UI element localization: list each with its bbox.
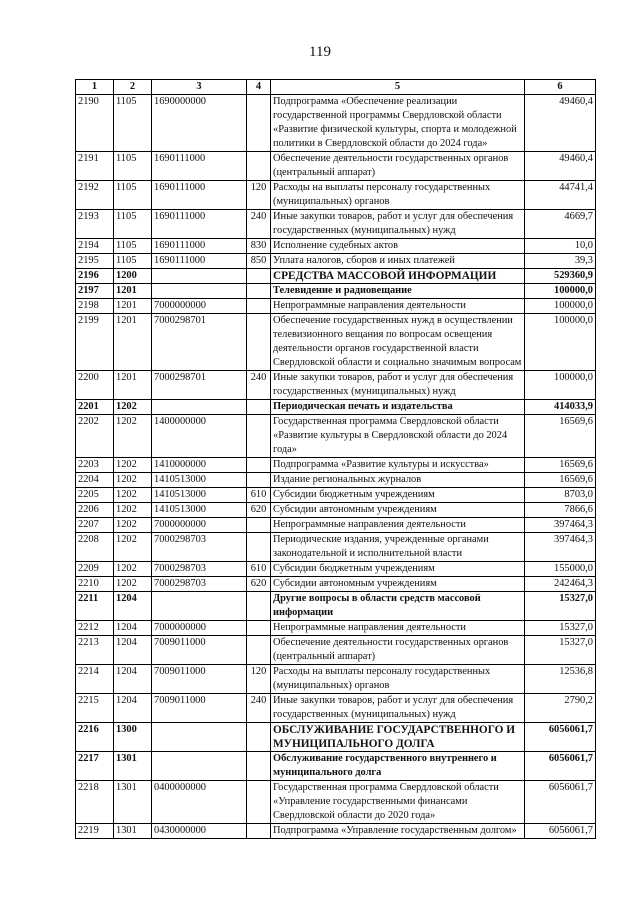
expense-type-code-cell xyxy=(247,824,271,839)
table-row xyxy=(76,824,596,839)
target-article-code-cell: 7000298703 xyxy=(152,533,247,562)
row-number-cell: 2196 xyxy=(76,269,114,284)
expense-type-code-cell: 830 xyxy=(247,239,271,254)
table-row xyxy=(76,518,596,533)
section-code-cell: 1301 xyxy=(114,824,152,839)
amount-cell: 100000,0 xyxy=(525,314,596,371)
amount-cell: 49460,4 xyxy=(525,95,596,152)
item-name-cell: Подпрограмма «Обеспечение реализации государственной программы Свердловской области «Развитие физической культуры, спорта и молодежной политики в Свердловской области до 2024 года» xyxy=(271,95,525,152)
row-number-cell: 2192 xyxy=(76,181,114,210)
row-number-cell: 2207 xyxy=(76,518,114,533)
section-code-cell: 1201 xyxy=(114,299,152,314)
section-code-cell: 1202 xyxy=(114,533,152,562)
section-code-cell: 1301 xyxy=(114,752,152,781)
target-article-code-cell: 7000000000 xyxy=(152,518,247,533)
table-row xyxy=(76,152,596,181)
row-number-cell: 2198 xyxy=(76,299,114,314)
amount-cell: 6056061,7 xyxy=(525,781,596,824)
section-code-cell: 1202 xyxy=(114,562,152,577)
table-row xyxy=(76,592,596,621)
table-row xyxy=(76,781,596,824)
item-name-cell: Подпрограмма «Развитие культуры и искусства» xyxy=(271,458,525,473)
amount-cell: 2790,2 xyxy=(525,694,596,723)
section-code-cell: 1202 xyxy=(114,400,152,415)
expense-type-code-cell xyxy=(247,752,271,781)
section-code-cell: 1200 xyxy=(114,269,152,284)
row-number-cell: 2205 xyxy=(76,488,114,503)
table-row xyxy=(76,458,596,473)
target-article-code-cell xyxy=(152,723,247,752)
item-name-cell: Периодические издания, учрежденные органами законодательной и исполнительной власти xyxy=(271,533,525,562)
item-name-cell: СРЕДСТВА МАССОВОЙ ИНФОРМАЦИИ xyxy=(271,269,525,284)
amount-cell: 10,0 xyxy=(525,239,596,254)
expense-type-code-cell xyxy=(247,400,271,415)
amount-cell: 397464,3 xyxy=(525,533,596,562)
table-row xyxy=(76,415,596,458)
table-row xyxy=(76,299,596,314)
section-code-cell: 1204 xyxy=(114,621,152,636)
expense-type-code-cell xyxy=(247,415,271,458)
target-article-code-cell: 7000298703 xyxy=(152,577,247,592)
expense-type-code-cell xyxy=(247,95,271,152)
target-article-code-cell: 7009011000 xyxy=(152,665,247,694)
target-article-code-cell: 1400000000 xyxy=(152,415,247,458)
table-row xyxy=(76,473,596,488)
amount-cell: 155000,0 xyxy=(525,562,596,577)
amount-cell: 6056061,7 xyxy=(525,723,596,752)
amount-cell: 397464,3 xyxy=(525,518,596,533)
amount-cell: 529360,9 xyxy=(525,269,596,284)
expense-type-code-cell: 620 xyxy=(247,503,271,518)
row-number-cell: 2200 xyxy=(76,371,114,400)
amount-cell: 16569,6 xyxy=(525,415,596,458)
table-row xyxy=(76,400,596,415)
amount-cell: 100000,0 xyxy=(525,299,596,314)
expense-type-code-cell xyxy=(247,518,271,533)
expense-type-code-cell xyxy=(247,152,271,181)
row-number-cell: 2191 xyxy=(76,152,114,181)
header-col-4: 4 xyxy=(247,80,271,95)
target-article-code-cell: 1690111000 xyxy=(152,239,247,254)
target-article-code-cell: 1690000000 xyxy=(152,95,247,152)
expense-type-code-cell xyxy=(247,636,271,665)
section-code-cell: 1204 xyxy=(114,665,152,694)
expense-type-code-cell: 240 xyxy=(247,694,271,723)
target-article-code-cell: 1410513000 xyxy=(152,488,247,503)
expense-type-code-cell xyxy=(247,592,271,621)
expense-type-code-cell xyxy=(247,314,271,371)
item-name-cell: Непрограммные направления деятельности xyxy=(271,518,525,533)
section-code-cell: 1202 xyxy=(114,503,152,518)
target-article-code-cell: 7000000000 xyxy=(152,621,247,636)
section-code-cell: 1202 xyxy=(114,577,152,592)
target-article-code-cell: 1410000000 xyxy=(152,458,247,473)
table-row xyxy=(76,239,596,254)
table-row xyxy=(76,488,596,503)
row-number-cell: 2218 xyxy=(76,781,114,824)
section-code-cell: 1204 xyxy=(114,694,152,723)
item-name-cell: ОБСЛУЖИВАНИЕ ГОСУДАРСТВЕННОГО И МУНИЦИПАЛЬНОГО ДОЛГА xyxy=(271,723,525,752)
item-name-cell: Субсидии бюджетным учреждениям xyxy=(271,488,525,503)
amount-cell: 16569,6 xyxy=(525,458,596,473)
amount-cell: 414033,9 xyxy=(525,400,596,415)
item-name-cell: Государственная программа Свердловской области «Развитие культуры в Свердловской области до 2024 года» xyxy=(271,415,525,458)
target-article-code-cell xyxy=(152,592,247,621)
row-number-cell: 2209 xyxy=(76,562,114,577)
row-number-cell: 2206 xyxy=(76,503,114,518)
expense-type-code-cell: 610 xyxy=(247,488,271,503)
expense-type-code-cell xyxy=(247,533,271,562)
table-row xyxy=(76,562,596,577)
section-code-cell: 1105 xyxy=(114,210,152,239)
item-name-cell: Расходы на выплаты персоналу государственных (муниципальных) органов xyxy=(271,665,525,694)
row-number-cell: 2219 xyxy=(76,824,114,839)
section-code-cell: 1204 xyxy=(114,592,152,621)
item-name-cell: Уплата налогов, сборов и иных платежей xyxy=(271,254,525,269)
item-name-cell: Телевидение и радиовещание xyxy=(271,284,525,299)
target-article-code-cell: 7009011000 xyxy=(152,694,247,723)
expense-type-code-cell: 240 xyxy=(247,371,271,400)
target-article-code-cell: 1690111000 xyxy=(152,210,247,239)
row-number-cell: 2199 xyxy=(76,314,114,371)
expense-type-code-cell xyxy=(247,621,271,636)
item-name-cell: Иные закупки товаров, работ и услуг для обеспечения государственных (муниципальных) нужд xyxy=(271,371,525,400)
header-col-6: 6 xyxy=(525,80,596,95)
target-article-code-cell: 1410513000 xyxy=(152,473,247,488)
section-code-cell: 1202 xyxy=(114,458,152,473)
table-row xyxy=(76,269,596,284)
section-code-cell: 1202 xyxy=(114,518,152,533)
table-row xyxy=(76,665,596,694)
row-number-cell: 2194 xyxy=(76,239,114,254)
section-code-cell: 1105 xyxy=(114,95,152,152)
item-name-cell: Субсидии автономным учреждениям xyxy=(271,577,525,592)
item-name-cell: Подпрограмма «Управление государственным долгом» xyxy=(271,824,525,839)
target-article-code-cell: 1690111000 xyxy=(152,152,247,181)
page-number: 119 xyxy=(309,44,331,60)
row-number-cell: 2193 xyxy=(76,210,114,239)
row-number-cell: 2210 xyxy=(76,577,114,592)
amount-cell: 12536,8 xyxy=(525,665,596,694)
amount-cell: 49460,4 xyxy=(525,152,596,181)
amount-cell: 7866,6 xyxy=(525,503,596,518)
amount-cell: 16569,6 xyxy=(525,473,596,488)
amount-cell: 4669,7 xyxy=(525,210,596,239)
row-number-cell: 2211 xyxy=(76,592,114,621)
table-body xyxy=(76,95,596,839)
table-row xyxy=(76,694,596,723)
amount-cell: 44741,4 xyxy=(525,181,596,210)
amount-cell: 15327,0 xyxy=(525,621,596,636)
section-code-cell: 1201 xyxy=(114,314,152,371)
amount-cell: 8703,0 xyxy=(525,488,596,503)
item-name-cell: Обеспечение деятельности государственных органов (центральный аппарат) xyxy=(271,636,525,665)
amount-cell: 39,3 xyxy=(525,254,596,269)
header-col-5: 5 xyxy=(271,80,525,95)
section-code-cell: 1105 xyxy=(114,181,152,210)
header-col-3: 3 xyxy=(152,80,247,95)
row-number-cell: 2214 xyxy=(76,665,114,694)
header-col-1: 1 xyxy=(76,80,114,95)
amount-cell: 15327,0 xyxy=(525,592,596,621)
table-row xyxy=(76,533,596,562)
table-row xyxy=(76,314,596,371)
target-article-code-cell: 1690111000 xyxy=(152,254,247,269)
item-name-cell: Другие вопросы в области средств массовой информации xyxy=(271,592,525,621)
section-code-cell: 1105 xyxy=(114,152,152,181)
expense-type-code-cell xyxy=(247,781,271,824)
amount-cell: 100000,0 xyxy=(525,371,596,400)
expense-type-code-cell: 240 xyxy=(247,210,271,239)
amount-cell: 100000,0 xyxy=(525,284,596,299)
section-code-cell: 1204 xyxy=(114,636,152,665)
table-row xyxy=(76,181,596,210)
item-name-cell: Издание региональных журналов xyxy=(271,473,525,488)
table-row xyxy=(76,95,596,152)
target-article-code-cell: 0430000000 xyxy=(152,824,247,839)
table-row xyxy=(76,723,596,752)
section-code-cell: 1105 xyxy=(114,254,152,269)
row-number-cell: 2190 xyxy=(76,95,114,152)
item-name-cell: Непрограммные направления деятельности xyxy=(271,621,525,636)
section-code-cell: 1201 xyxy=(114,371,152,400)
header-col-2: 2 xyxy=(114,80,152,95)
row-number-cell: 2204 xyxy=(76,473,114,488)
section-code-cell: 1202 xyxy=(114,473,152,488)
section-code-cell: 1105 xyxy=(114,239,152,254)
row-number-cell: 2195 xyxy=(76,254,114,269)
target-article-code-cell: 7009011000 xyxy=(152,636,247,665)
row-number-cell: 2201 xyxy=(76,400,114,415)
item-name-cell: Периодическая печать и издательства xyxy=(271,400,525,415)
expense-type-code-cell xyxy=(247,723,271,752)
item-name-cell: Иные закупки товаров, работ и услуг для обеспечения государственных (муниципальных) нужд xyxy=(271,694,525,723)
row-number-cell: 2217 xyxy=(76,752,114,781)
target-article-code-cell xyxy=(152,752,247,781)
target-article-code-cell: 7000000000 xyxy=(152,299,247,314)
item-name-cell: Обслуживание государственного внутреннего и муниципального долга xyxy=(271,752,525,781)
expense-type-code-cell xyxy=(247,458,271,473)
table-row xyxy=(76,254,596,269)
expense-type-code-cell xyxy=(247,473,271,488)
table-row xyxy=(76,752,596,781)
row-number-cell: 2212 xyxy=(76,621,114,636)
target-article-code-cell: 1690111000 xyxy=(152,181,247,210)
section-code-cell: 1202 xyxy=(114,488,152,503)
target-article-code-cell xyxy=(152,284,247,299)
target-article-code-cell xyxy=(152,400,247,415)
row-number-cell: 2216 xyxy=(76,723,114,752)
target-article-code-cell: 0400000000 xyxy=(152,781,247,824)
item-name-cell: Непрограммные направления деятельности xyxy=(271,299,525,314)
table-row xyxy=(76,636,596,665)
expense-type-code-cell: 120 xyxy=(247,665,271,694)
item-name-cell: Исполнение судебных актов xyxy=(271,239,525,254)
row-number-cell: 2215 xyxy=(76,694,114,723)
item-name-cell: Расходы на выплаты персоналу государственных (муниципальных) органов xyxy=(271,181,525,210)
row-number-cell: 2197 xyxy=(76,284,114,299)
table-header-row xyxy=(76,80,596,95)
table-row xyxy=(76,577,596,592)
section-code-cell: 1300 xyxy=(114,723,152,752)
table-row xyxy=(76,503,596,518)
expense-type-code-cell: 610 xyxy=(247,562,271,577)
item-name-cell: Обеспечение государственных нужд в осуществлении телевизионного вещания по вопросам освещения деятельности органов государственной власти Свердловской области и социально значимым вопросам xyxy=(271,314,525,371)
item-name-cell: Государственная программа Свердловской области «Управление государственными финансами Свердловской области до 2020 года» xyxy=(271,781,525,824)
expense-type-code-cell: 120 xyxy=(247,181,271,210)
table-row xyxy=(76,621,596,636)
item-name-cell: Субсидии бюджетным учреждениям xyxy=(271,562,525,577)
target-article-code-cell: 7000298701 xyxy=(152,371,247,400)
table-row xyxy=(76,210,596,239)
amount-cell: 6056061,7 xyxy=(525,752,596,781)
target-article-code-cell xyxy=(152,269,247,284)
target-article-code-cell: 7000298703 xyxy=(152,562,247,577)
target-article-code-cell: 7000298701 xyxy=(152,314,247,371)
item-name-cell: Иные закупки товаров, работ и услуг для обеспечения государственных (муниципальных) нужд xyxy=(271,210,525,239)
expense-type-code-cell: 620 xyxy=(247,577,271,592)
expense-type-code-cell xyxy=(247,299,271,314)
section-code-cell: 1202 xyxy=(114,415,152,458)
table-row xyxy=(76,284,596,299)
amount-cell: 242464,3 xyxy=(525,577,596,592)
row-number-cell: 2213 xyxy=(76,636,114,665)
target-article-code-cell: 1410513000 xyxy=(152,503,247,518)
amount-cell: 6056061,7 xyxy=(525,824,596,839)
row-number-cell: 2203 xyxy=(76,458,114,473)
expense-type-code-cell: 850 xyxy=(247,254,271,269)
item-name-cell: Субсидии автономным учреждениям xyxy=(271,503,525,518)
row-number-cell: 2208 xyxy=(76,533,114,562)
row-number-cell: 2202 xyxy=(76,415,114,458)
expense-type-code-cell xyxy=(247,269,271,284)
item-name-cell: Обеспечение деятельности государственных органов (центральный аппарат) xyxy=(271,152,525,181)
section-code-cell: 1301 xyxy=(114,781,152,824)
budget-table xyxy=(75,79,596,839)
amount-cell: 15327,0 xyxy=(525,636,596,665)
table-row xyxy=(76,371,596,400)
section-code-cell: 1201 xyxy=(114,284,152,299)
expense-type-code-cell xyxy=(247,284,271,299)
